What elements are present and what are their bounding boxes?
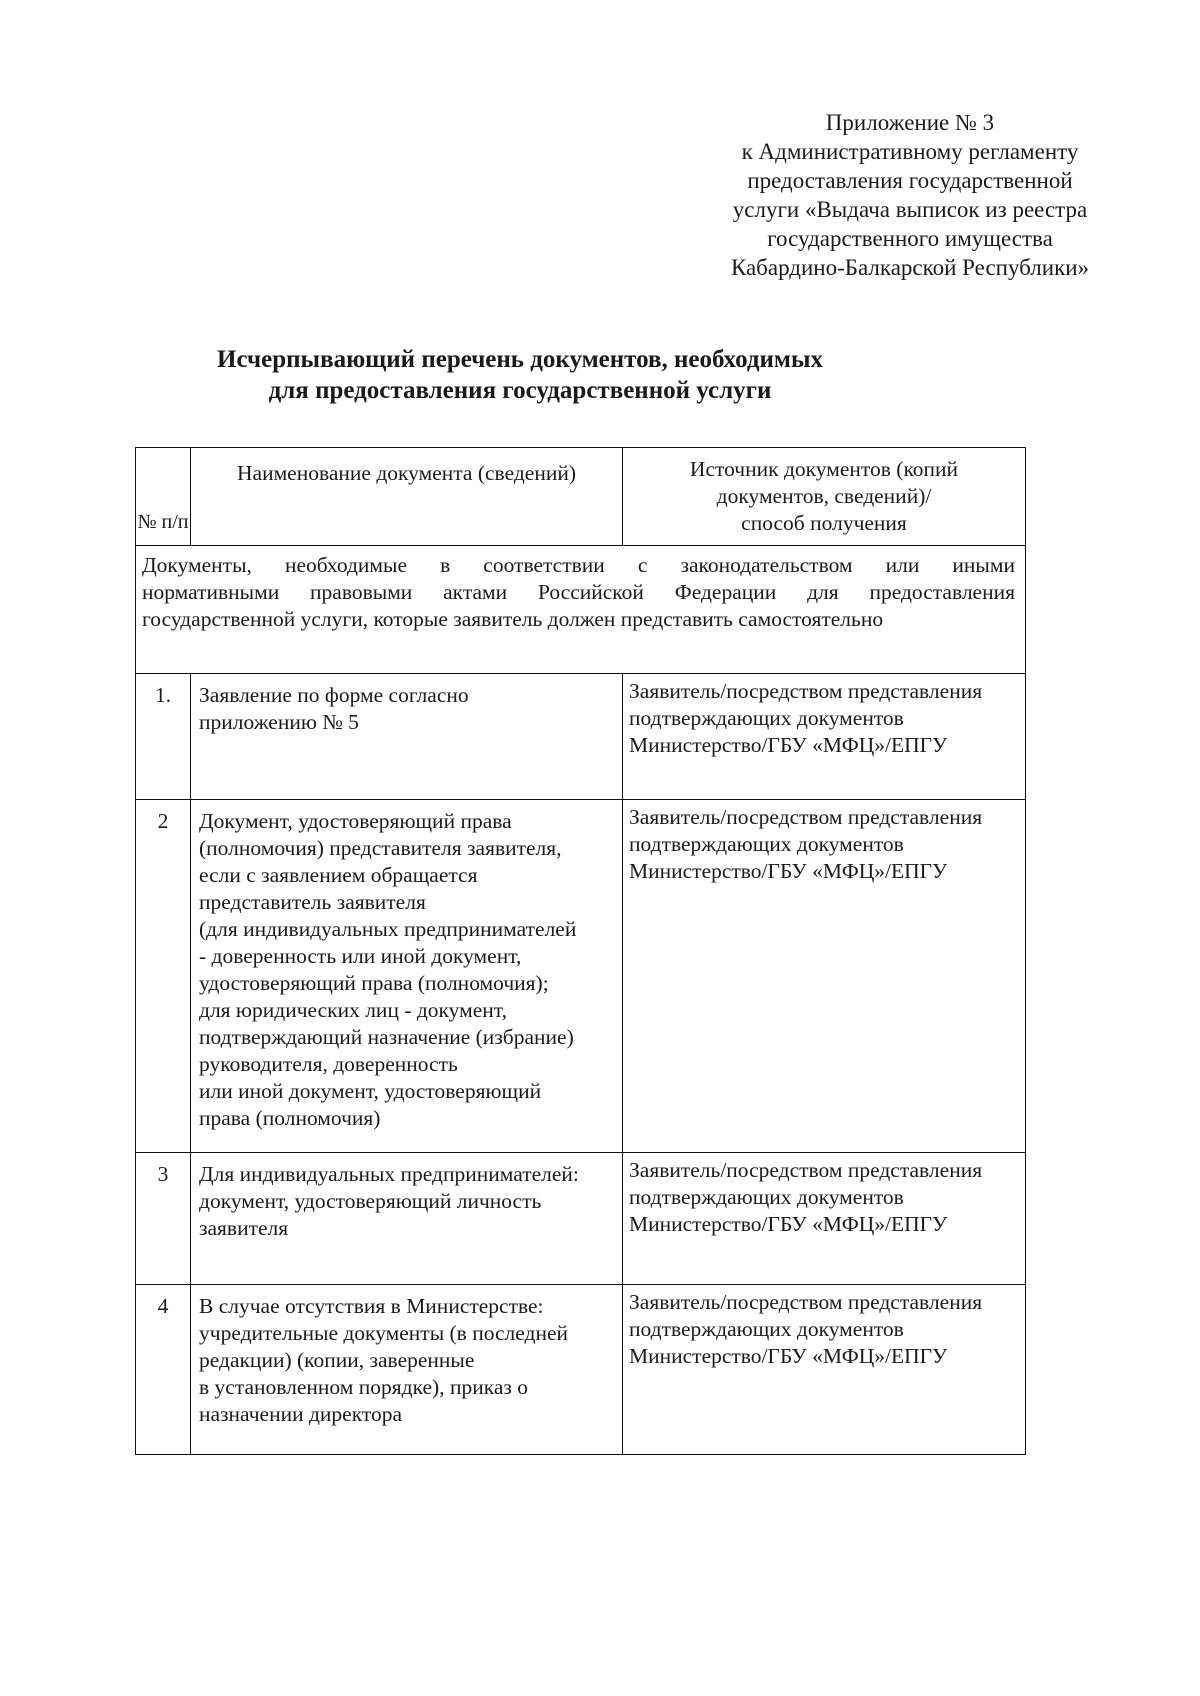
row-document-name: [191, 674, 623, 800]
row-name-line: Документ, удостоверяющий права: [199, 809, 512, 833]
row-name-line: Для индивидуальных предпринимателей:: [199, 1162, 579, 1186]
row-name-line: учредительные документы (в последней: [199, 1321, 569, 1345]
row-name-line: в установленном порядке), приказ о: [199, 1375, 528, 1399]
header-source-line: способ получения: [741, 511, 907, 535]
row-source-line: Министерство/ГБУ «МФЦ»/ЕПГУ: [629, 1212, 948, 1236]
appendix-line: услуги «Выдача выписок из реестра: [732, 197, 1088, 222]
row-name-line: редакции) (копии, заверенные: [199, 1348, 475, 1372]
section-description: [136, 546, 1026, 674]
row-name-line: заявителя: [199, 1216, 289, 1240]
table-row: [136, 1153, 1026, 1285]
header-source: [623, 448, 1026, 546]
title-line-2: для предоставления государственной услуги: [268, 377, 772, 404]
row-source-line: Министерство/ГБУ «МФЦ»/ЕПГУ: [629, 733, 948, 757]
row-number: 1.: [136, 674, 191, 800]
row-name-line: В случае отсутствия в Министерстве:: [199, 1294, 544, 1318]
row-source-line: Заявитель/посредством представления: [629, 679, 983, 703]
row-number: 4: [136, 1285, 191, 1455]
appendix-line: предоставления государственной: [747, 168, 1073, 193]
table-section-row: [136, 546, 1026, 674]
row-name-line: руководителя, доверенность: [199, 1052, 458, 1076]
row-source-line: подтверждающих документов: [629, 706, 904, 730]
row-source-line: подтверждающих документов: [629, 832, 904, 856]
row-name-line: назначении директора: [199, 1402, 403, 1426]
row-source: [623, 800, 1026, 1153]
row-name-line: удостоверяющий права (полномочия);: [199, 971, 549, 995]
row-source-line: подтверждающих документов: [629, 1185, 904, 1209]
appendix-header: [700, 108, 1120, 282]
row-source-line: Министерство/ГБУ «МФЦ»/ЕПГУ: [629, 859, 948, 883]
row-name-line: документ, удостоверяющий личность: [199, 1189, 542, 1213]
row-name-line: (полномочия) представителя заявителя,: [199, 836, 562, 860]
row-name-line: права (полномочия): [199, 1106, 381, 1130]
document-title: [140, 344, 900, 406]
row-source-line: Заявитель/посредством представления: [629, 1158, 983, 1182]
row-document-name: [191, 800, 623, 1153]
table-row: [136, 800, 1026, 1153]
row-name-line: представитель заявителя: [199, 890, 426, 914]
row-document-name: [191, 1285, 623, 1455]
row-source-line: Заявитель/посредством представления: [629, 805, 983, 829]
row-source: [623, 1285, 1026, 1455]
title-line-1: Исчерпывающий перечень документов, необходимых: [217, 346, 823, 373]
row-name-line: - доверенность или иной документ,: [199, 944, 522, 968]
appendix-line: к Административному регламенту: [741, 139, 1079, 164]
appendix-line: государственного имущества: [767, 226, 1053, 251]
header-source-line: Источник документов (копий: [689, 457, 959, 481]
row-number: 2: [136, 800, 191, 1153]
row-source-line: Заявитель/посредством представления: [629, 1290, 983, 1314]
row-name-line: Заявление по форме согласно: [199, 683, 469, 707]
header-source-line: документов, сведений)/: [716, 484, 932, 508]
row-number: 3: [136, 1153, 191, 1285]
row-document-name: [191, 1153, 623, 1285]
appendix-line: Приложение № 3: [825, 110, 995, 135]
row-name-line: подтверждающий назначение (избрание): [199, 1025, 574, 1049]
table-row: [136, 674, 1026, 800]
row-name-line: для юридических лиц - документ,: [199, 998, 507, 1022]
row-source-line: подтверждающих документов: [629, 1317, 904, 1341]
header-document-name: Наименование документа (сведений): [191, 448, 623, 546]
row-source: [623, 674, 1026, 800]
header-number: № п/п: [136, 448, 191, 546]
appendix-line: Кабардино-Балкарской Республики»: [730, 255, 1090, 280]
section-line: нормативными правовыми актами Российской Федерации для предоставления: [142, 580, 1015, 604]
table-row: [136, 1285, 1026, 1455]
table-header-row: [136, 448, 1026, 546]
row-source: [623, 1153, 1026, 1285]
section-line: государственной услуги, которые заявитель должен представить самостоятельно: [142, 607, 884, 631]
row-name-line: (для индивидуальных предпринимателей: [199, 917, 577, 941]
row-name-line: приложению № 5: [199, 710, 359, 734]
documents-table: [135, 447, 1026, 1455]
row-source-line: Министерство/ГБУ «МФЦ»/ЕПГУ: [629, 1344, 948, 1368]
row-name-line: если с заявлением обращается: [199, 863, 478, 887]
section-line: Документы, необходимые в соответствии с законодательством или иными: [142, 553, 1015, 577]
row-name-line: или иной документ, удостоверяющий: [199, 1079, 542, 1103]
